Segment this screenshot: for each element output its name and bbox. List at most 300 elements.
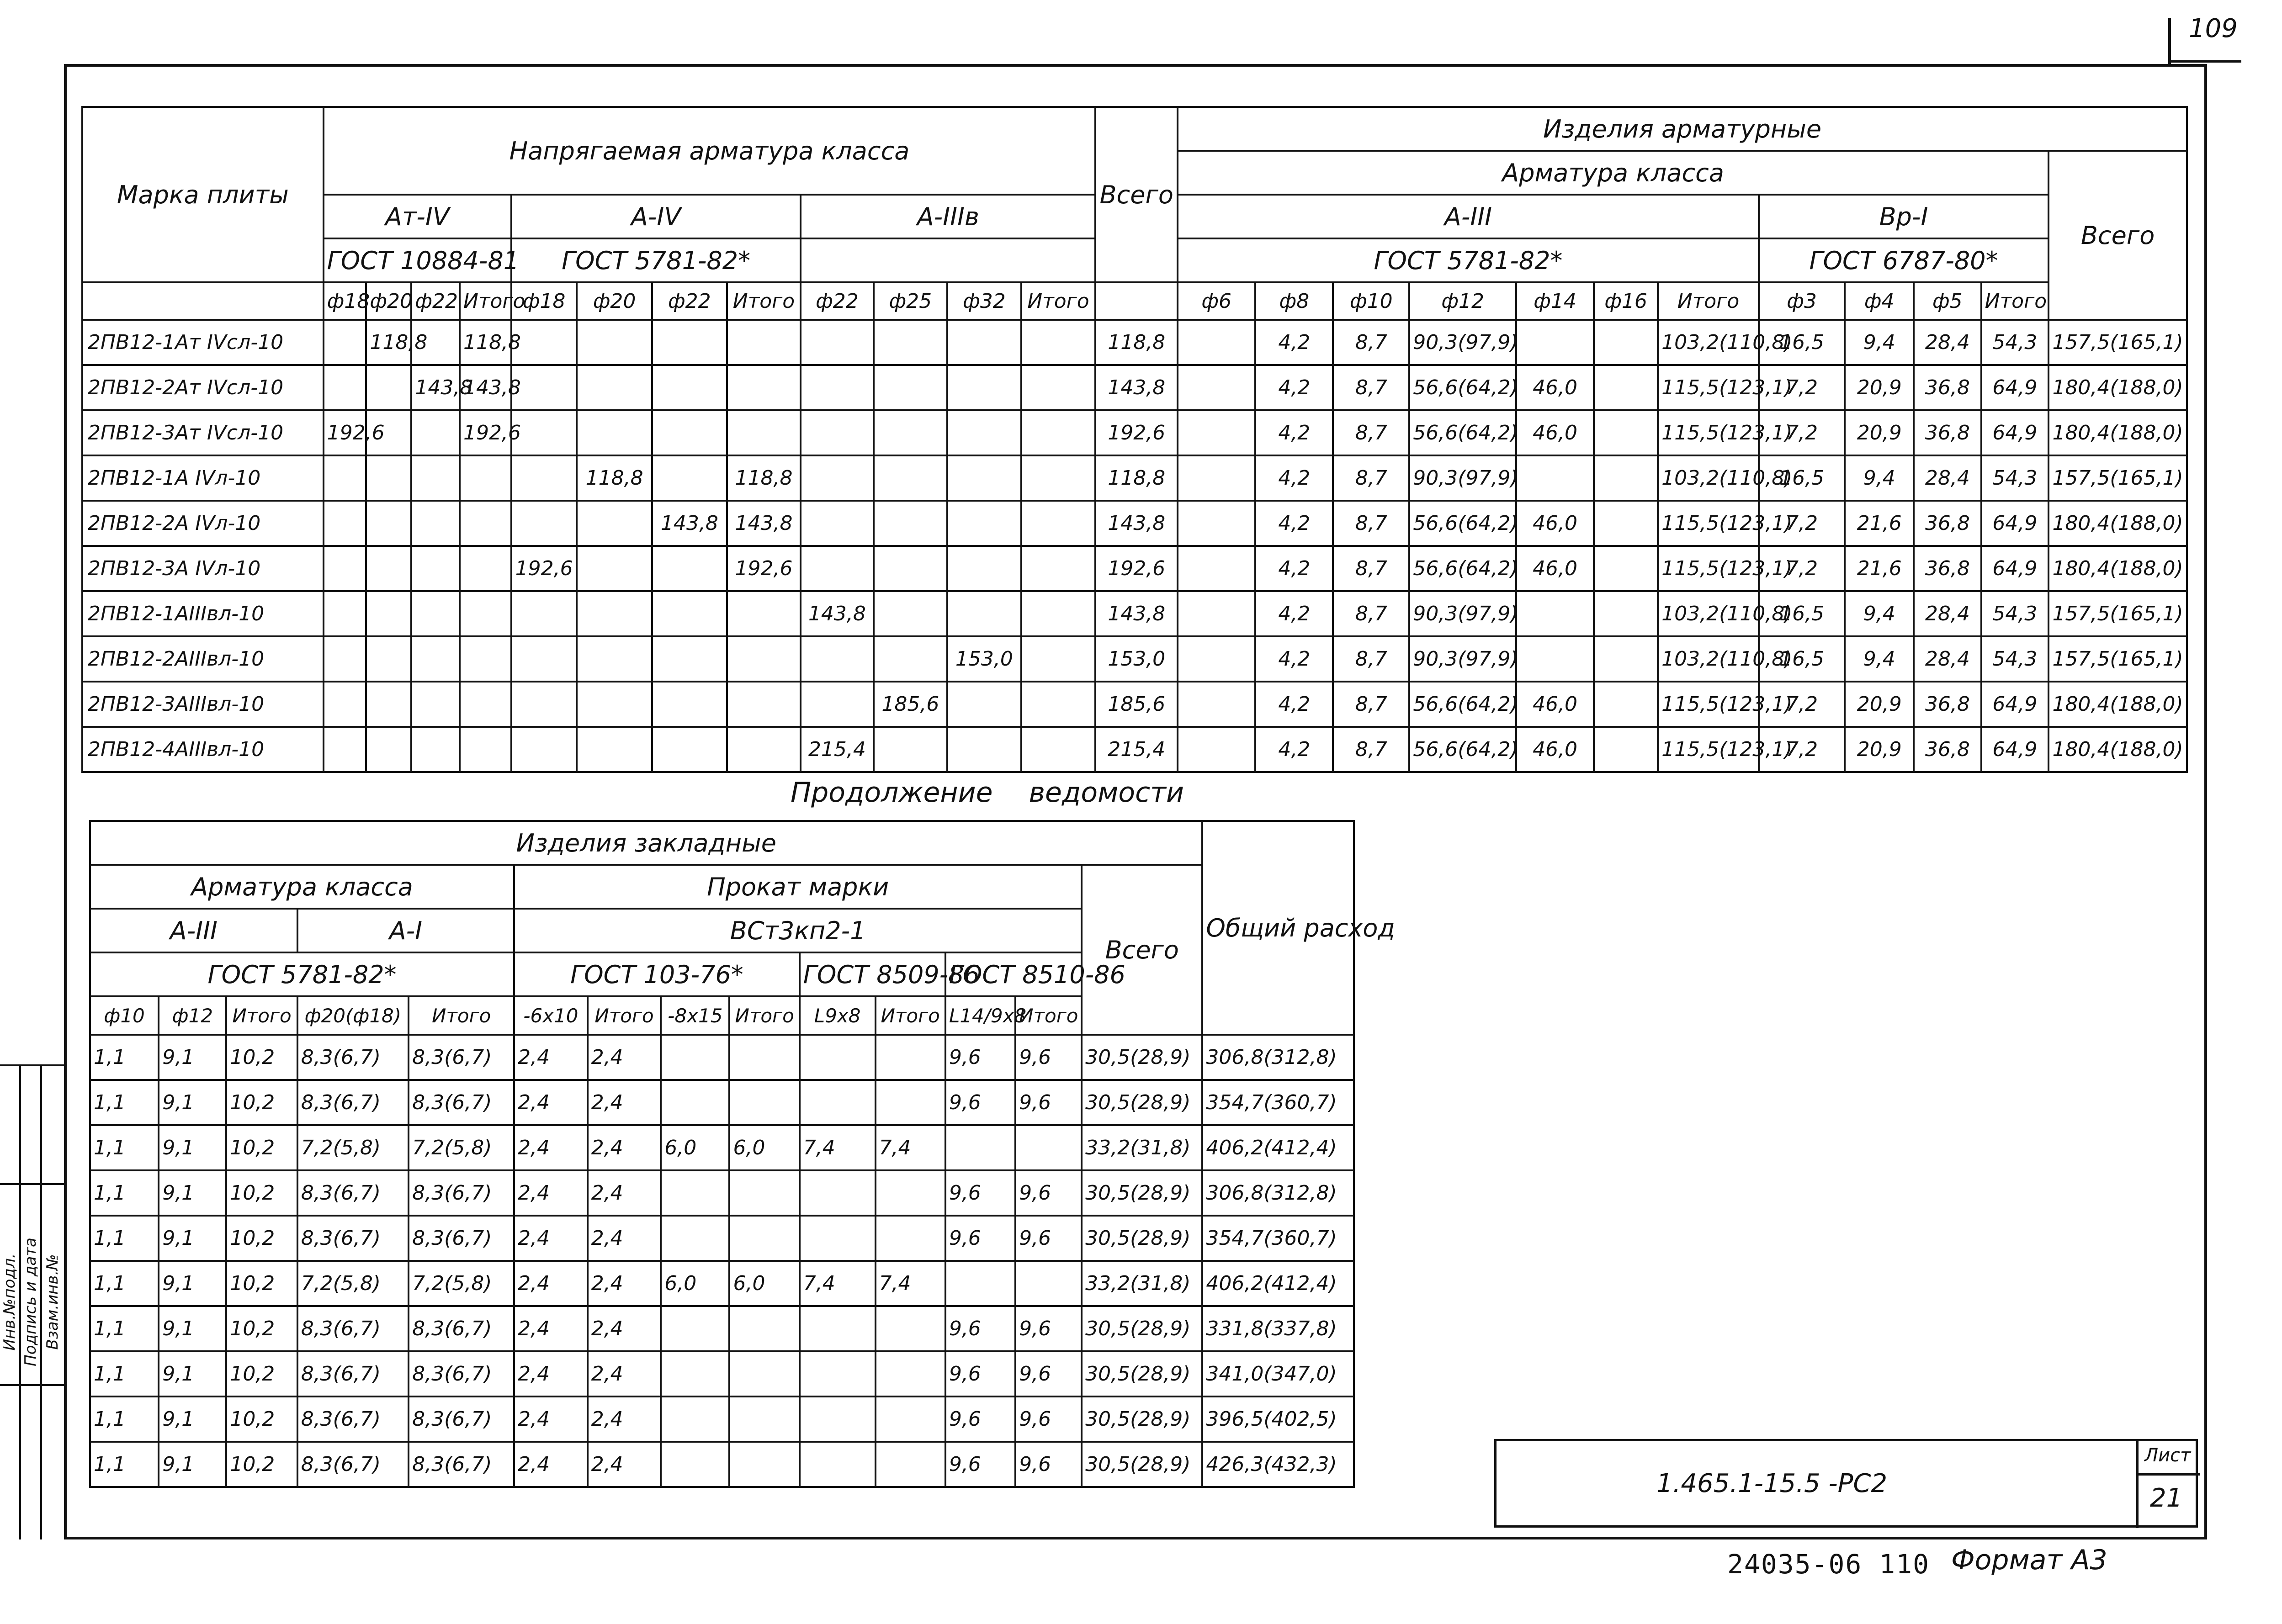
table-cell: [652, 546, 727, 591]
table-cell: 180,4(188,0): [2048, 501, 2187, 546]
header-products: Изделия арматурные: [1178, 107, 2187, 151]
table-cell: 30,5(28,9): [1082, 1397, 1202, 1442]
table-cell: [729, 1351, 799, 1397]
table-cell: [411, 546, 460, 591]
table-cell: 16,5: [1759, 636, 1845, 682]
table-cell: [874, 591, 948, 636]
table-cell: 143,8: [1095, 365, 1178, 410]
table-cell: 9,6: [1015, 1306, 1082, 1351]
table-cell: [1516, 455, 1594, 501]
table-cell: 10,2: [226, 1261, 297, 1306]
table-cell: 9,1: [159, 1306, 226, 1351]
table-cell: 36,8: [1914, 365, 1981, 410]
table-cell: 7,2: [1759, 546, 1845, 591]
table-cell: [652, 591, 727, 636]
table-cell: [874, 410, 948, 455]
table-cell: 192,6: [1095, 546, 1178, 591]
table-cell: 115,5(123,1): [1658, 410, 1759, 455]
table-cell: 306,8(312,8): [1202, 1035, 1354, 1080]
table-cell: 4,2: [1255, 727, 1333, 772]
table-cell: 46,0: [1516, 410, 1594, 455]
table-cell: [729, 1216, 799, 1261]
table-cell: [324, 546, 366, 591]
col-header: ф8: [1255, 282, 1333, 320]
table-cell: 10,2: [226, 1306, 297, 1351]
table-cell: [801, 546, 873, 591]
table-cell: 9,6: [1015, 1035, 1082, 1080]
table-cell: 118,8: [727, 455, 801, 501]
table-cell: [366, 546, 411, 591]
table-cell: [366, 682, 411, 727]
table-cell: [661, 1170, 729, 1216]
table-cell: 8,7: [1333, 546, 1409, 591]
col-header: ф4: [1845, 282, 1914, 320]
table-cell: 16,5: [1759, 320, 1845, 365]
table-cell: [511, 365, 577, 410]
table-cell: 2,4: [514, 1261, 588, 1306]
table-cell: 118,8: [577, 455, 652, 501]
table-cell: 9,1: [159, 1351, 226, 1397]
table-cell: [411, 682, 460, 727]
table-cell: [1594, 591, 1658, 636]
table-cell: 9,6: [945, 1080, 1015, 1125]
table-cell: 4,2: [1255, 410, 1333, 455]
table-cell: 20,9: [1845, 410, 1914, 455]
table-cell: 2,4: [588, 1306, 661, 1351]
table-row: [82, 591, 2187, 636]
table-cell: 8,7: [1333, 455, 1409, 501]
row-label: 2ПВ12-2АIIIвл-10: [82, 636, 324, 682]
row-label: 2ПВ12-2А IVл-10: [82, 501, 324, 546]
header-prestressed: Напрягаемая арматура класса: [324, 107, 1096, 195]
table-row: [90, 1125, 1354, 1170]
table-cell: [876, 1397, 945, 1442]
table-cell: 143,8: [460, 365, 511, 410]
table-cell: 215,4: [1095, 727, 1178, 772]
table-cell: 8,3(6,7): [409, 1035, 514, 1080]
table-cell: [874, 636, 948, 682]
table-cell: [876, 1442, 945, 1487]
table-cell: 143,8: [727, 501, 801, 546]
table-cell: [511, 682, 577, 727]
strip-column: [42, 1064, 63, 1539]
table-cell: 8,7: [1333, 591, 1409, 636]
table-cell: 1,1: [90, 1442, 159, 1487]
col-header: ф12: [159, 996, 226, 1035]
table-cell: 8,3(6,7): [409, 1216, 514, 1261]
table-cell: 103,2(110,8): [1658, 320, 1759, 365]
table-cell: [652, 365, 727, 410]
col-header: Итого: [226, 996, 297, 1035]
table-cell: 8,7: [1333, 682, 1409, 727]
table-cell: [1021, 365, 1096, 410]
table-cell: 56,6(64,2): [1409, 682, 1516, 727]
table-cell: [729, 1306, 799, 1351]
table-cell: [366, 501, 411, 546]
col-header: ф5: [1914, 282, 1981, 320]
table-cell: 46,0: [1516, 727, 1594, 772]
table-cell: [876, 1035, 945, 1080]
table-cell: [324, 501, 366, 546]
table-cell: [947, 501, 1021, 546]
table-cell: 8,3(6,7): [409, 1306, 514, 1351]
table-cell: [947, 455, 1021, 501]
table-row: [90, 1080, 1354, 1125]
table-cell: [800, 1170, 876, 1216]
table-cell: 7,4: [800, 1261, 876, 1306]
table-cell: [661, 1035, 729, 1080]
table-cell: 9,6: [945, 1397, 1015, 1442]
table-cell: 30,5(28,9): [1082, 1442, 1202, 1487]
table-cell: [945, 1261, 1015, 1306]
table-row: [90, 1306, 1354, 1351]
col-header: ф25: [874, 282, 948, 320]
table-cell: [577, 410, 652, 455]
table-cell: 2,4: [588, 1080, 661, 1125]
table-cell: 46,0: [1516, 546, 1594, 591]
table-cell: 6,0: [729, 1261, 799, 1306]
row-label: 2ПВ12-3А IVл-10: [82, 546, 324, 591]
table-row: [90, 1442, 1354, 1487]
table-cell: 10,2: [226, 1170, 297, 1216]
table-cell: [727, 410, 801, 455]
col-header: L9x8: [800, 996, 876, 1035]
table-cell: [1178, 591, 1255, 636]
col-header: Итого: [588, 996, 661, 1035]
header-class-a3v: А-IIIв: [801, 195, 1095, 238]
col-header: L14/9x8: [945, 996, 1015, 1035]
row-label: 2ПВ12-1АIIIвл-10: [82, 591, 324, 636]
table-cell: 8,7: [1333, 501, 1409, 546]
table-cell: 54,3: [1981, 455, 2049, 501]
table-cell: 9,6: [945, 1035, 1015, 1080]
table-cell: [511, 410, 577, 455]
col-header: ф22: [801, 282, 873, 320]
header-products-total: Всего: [2048, 151, 2187, 320]
table-cell: 64,9: [1981, 501, 2049, 546]
table-cell: [577, 501, 652, 546]
table-row: [82, 365, 2187, 410]
table-cell: [729, 1035, 799, 1080]
table-cell: 215,4: [801, 727, 873, 772]
col-header: ф22: [652, 282, 727, 320]
table-cell: [1594, 320, 1658, 365]
table-cell: [801, 410, 873, 455]
table-cell: [1015, 1261, 1082, 1306]
table-cell: 20,9: [1845, 682, 1914, 727]
table-cell: 7,2(5,8): [297, 1125, 409, 1170]
table-cell: 2,4: [514, 1306, 588, 1351]
stamp-number: 24035-06 110: [1727, 1549, 1930, 1580]
table-cell: 143,8: [652, 501, 727, 546]
table-row: [90, 1397, 1354, 1442]
table-cell: 2,4: [514, 1170, 588, 1216]
col-header: Итого: [1015, 996, 1082, 1035]
table-cell: 1,1: [90, 1351, 159, 1397]
table-cell: [1178, 410, 1255, 455]
table-cell: [727, 636, 801, 682]
table-cell: 118,8: [1095, 320, 1178, 365]
table-cell: 6,0: [729, 1125, 799, 1170]
embedded-items-table-body: [90, 1035, 1354, 1487]
table-cell: [661, 1216, 729, 1261]
table-cell: 115,5(123,1): [1658, 682, 1759, 727]
table-cell: 180,4(188,0): [2048, 546, 2187, 591]
table-cell: 10,2: [226, 1216, 297, 1261]
strip-divider: [0, 1183, 64, 1185]
title-block-divider: [2136, 1441, 2139, 1528]
col-header: ф6: [1178, 282, 1255, 320]
table-cell: 4,2: [1255, 320, 1333, 365]
table-cell: 7,2: [1759, 727, 1845, 772]
header-class-a3: А-III: [90, 909, 297, 952]
table-cell: [800, 1442, 876, 1487]
table-cell: 2,4: [588, 1035, 661, 1080]
header-total: Всего: [1082, 865, 1202, 1035]
table-cell: [661, 1306, 729, 1351]
table-cell: 28,4: [1914, 636, 1981, 682]
corner-line: [2168, 60, 2241, 63]
table-cell: [874, 365, 948, 410]
table-cell: 54,3: [1981, 636, 2049, 682]
embedded-items-table: [89, 820, 1395, 1488]
table-cell: 143,8: [801, 591, 873, 636]
table-cell: 30,5(28,9): [1082, 1306, 1202, 1351]
table-cell: 20,9: [1845, 365, 1914, 410]
table-row: [82, 410, 2187, 455]
table-cell: [1594, 365, 1658, 410]
table-cell: 143,8: [1095, 591, 1178, 636]
table-cell: [652, 455, 727, 501]
table-cell: 7,2(5,8): [409, 1125, 514, 1170]
table-cell: 9,1: [159, 1080, 226, 1125]
col-header: -8x15: [661, 996, 729, 1035]
table-cell: 9,1: [159, 1170, 226, 1216]
table-cell: [800, 1035, 876, 1080]
table-cell: 2,4: [588, 1397, 661, 1442]
col-header: Итого: [460, 282, 511, 320]
table-row: [90, 1261, 1354, 1306]
table-cell: 90,3(97,9): [1409, 636, 1516, 682]
table-cell: [801, 455, 873, 501]
table-cell: 7,4: [876, 1125, 945, 1170]
header-empty: [1095, 282, 1178, 320]
table-cell: 180,4(188,0): [2048, 727, 2187, 772]
table-cell: 1,1: [90, 1397, 159, 1442]
col-header: ф22: [411, 282, 460, 320]
table-cell: [1021, 682, 1096, 727]
table-cell: [947, 365, 1021, 410]
table-cell: [1015, 1125, 1082, 1170]
table-cell: [727, 727, 801, 772]
table-cell: 1,1: [90, 1170, 159, 1216]
table-cell: 157,5(165,1): [2048, 636, 2187, 682]
table-cell: [577, 727, 652, 772]
table-cell: 4,2: [1255, 591, 1333, 636]
table-cell: 185,6: [1095, 682, 1178, 727]
table-cell: [324, 365, 366, 410]
row-label: 2ПВ12-1Ат IVсл-10: [82, 320, 324, 365]
table-cell: 46,0: [1516, 501, 1594, 546]
table-cell: [874, 546, 948, 591]
header-rebar-class: Арматура класса: [90, 865, 514, 909]
table-cell: 192,6: [1095, 410, 1178, 455]
table-row: [82, 455, 2187, 501]
table-cell: 64,9: [1981, 410, 2049, 455]
table-cell: 143,8: [1095, 501, 1178, 546]
title-block-divider: [2136, 1473, 2200, 1476]
strip-sign-date: Подпись и дата: [21, 1238, 40, 1366]
col-header: Итого: [729, 996, 799, 1035]
table-cell: [1594, 682, 1658, 727]
table-cell: 4,2: [1255, 455, 1333, 501]
table-cell: [460, 727, 511, 772]
sheet-number: 21: [2150, 1483, 2183, 1513]
table-cell: [577, 365, 652, 410]
table-cell: [1516, 320, 1594, 365]
table-cell: [1594, 546, 1658, 591]
table-cell: 9,4: [1845, 591, 1914, 636]
table-cell: 30,5(28,9): [1082, 1216, 1202, 1261]
table-cell: 2,4: [514, 1442, 588, 1487]
col-header: Итого: [1658, 282, 1759, 320]
table-cell: [945, 1125, 1015, 1170]
table-cell: [366, 591, 411, 636]
table-cell: [1021, 636, 1096, 682]
table-cell: 153,0: [947, 636, 1021, 682]
table-cell: [411, 410, 460, 455]
table-cell: 10,2: [226, 1080, 297, 1125]
table-cell: 56,6(64,2): [1409, 727, 1516, 772]
header-products-class: Арматура класса: [1178, 151, 2048, 195]
table-cell: [1021, 501, 1096, 546]
table-cell: [947, 682, 1021, 727]
table-cell: [1178, 727, 1255, 772]
table-cell: 9,1: [159, 1216, 226, 1261]
table-cell: [652, 636, 727, 682]
header-class-a4: А-IV: [511, 195, 801, 238]
col-header: ф12: [1409, 282, 1516, 320]
table-cell: [324, 636, 366, 682]
table-cell: 1,1: [90, 1080, 159, 1125]
table-cell: 4,2: [1255, 365, 1333, 410]
table-cell: 30,5(28,9): [1082, 1170, 1202, 1216]
table-cell: [874, 727, 948, 772]
table-cell: [800, 1216, 876, 1261]
table-cell: 9,6: [945, 1216, 1015, 1261]
table-cell: [876, 1080, 945, 1125]
table-cell: 9,1: [159, 1397, 226, 1442]
table-cell: [411, 501, 460, 546]
table-cell: 1,1: [90, 1035, 159, 1080]
header-gost-103: ГОСТ 103-76*: [514, 952, 800, 996]
table-cell: [661, 1397, 729, 1442]
header-gost-a4: ГОСТ 5781-82*: [511, 238, 801, 282]
col-header: Итого: [1981, 282, 2049, 320]
table-row: [90, 1216, 1354, 1261]
table-cell: 1,1: [90, 1125, 159, 1170]
table-cell: 8,7: [1333, 727, 1409, 772]
col-header: ф18: [511, 282, 577, 320]
table-cell: 8,3(6,7): [297, 1080, 409, 1125]
table-cell: [652, 727, 727, 772]
table-cell: [729, 1170, 799, 1216]
table-cell: 1,1: [90, 1216, 159, 1261]
table-cell: 36,8: [1914, 501, 1981, 546]
table-cell: [1178, 320, 1255, 365]
table-cell: 8,3(6,7): [297, 1442, 409, 1487]
table-cell: 7,2: [1759, 365, 1845, 410]
table-cell: [1021, 320, 1096, 365]
table-cell: 8,3(6,7): [409, 1397, 514, 1442]
table-cell: 354,7(360,7): [1202, 1080, 1354, 1125]
table-cell: 9,6: [1015, 1080, 1082, 1125]
table-cell: [947, 727, 1021, 772]
table-cell: 2,4: [588, 1442, 661, 1487]
table-cell: 331,8(337,8): [1202, 1306, 1354, 1351]
table-cell: [460, 455, 511, 501]
row-label: 2ПВ12-4АIIIвл-10: [82, 727, 324, 772]
header-gost-a3: ГОСТ 5781-82*: [1178, 238, 1759, 282]
table-row: [82, 682, 2187, 727]
col-header: Итого: [727, 282, 801, 320]
table-cell: 2,4: [514, 1351, 588, 1397]
table-cell: [1594, 727, 1658, 772]
table-cell: 8,3(6,7): [409, 1170, 514, 1216]
col-header: ф20: [577, 282, 652, 320]
table-cell: 7,2: [1759, 682, 1845, 727]
table-cell: 8,3(6,7): [297, 1351, 409, 1397]
table-cell: [801, 682, 873, 727]
table-cell: 16,5: [1759, 591, 1845, 636]
table-cell: 192,6: [324, 410, 366, 455]
header-rolled: Прокат марки: [514, 865, 1082, 909]
col-header: Итого: [409, 996, 514, 1035]
table-cell: 180,4(188,0): [2048, 410, 2187, 455]
table-cell: 180,4(188,0): [2048, 682, 2187, 727]
table-cell: 9,1: [159, 1261, 226, 1306]
table-cell: [729, 1442, 799, 1487]
table-cell: 21,6: [1845, 546, 1914, 591]
table-cell: [511, 320, 577, 365]
table-cell: [411, 591, 460, 636]
table-cell: 9,6: [1015, 1397, 1082, 1442]
table-cell: 28,4: [1914, 591, 1981, 636]
sheet-label: Лист: [2144, 1445, 2191, 1466]
table-cell: [460, 636, 511, 682]
table-cell: 4,2: [1255, 682, 1333, 727]
table-cell: [947, 410, 1021, 455]
document-code: 1.465.1-15.5 -РС2: [1656, 1469, 1888, 1498]
table-cell: 2,4: [514, 1125, 588, 1170]
col-header: ф20(ф18): [297, 996, 409, 1035]
table-cell: [1178, 501, 1255, 546]
table-cell: 21,6: [1845, 501, 1914, 546]
table-cell: [727, 365, 801, 410]
header-steel: ВСт3кп2-1: [514, 909, 1082, 952]
table-cell: 8,3(6,7): [409, 1080, 514, 1125]
table-cell: 64,9: [1981, 546, 2049, 591]
strip-replace-inv: Взам.инв.№: [43, 1254, 62, 1350]
table-cell: 118,8: [366, 320, 411, 365]
table-cell: [577, 591, 652, 636]
table-cell: [460, 591, 511, 636]
header-gost-bp: ГОСТ 6787-80*: [1759, 238, 2048, 282]
table-cell: 4,2: [1255, 501, 1333, 546]
table-cell: [652, 410, 727, 455]
table-cell: 56,6(64,2): [1409, 546, 1516, 591]
table-cell: 28,4: [1914, 320, 1981, 365]
